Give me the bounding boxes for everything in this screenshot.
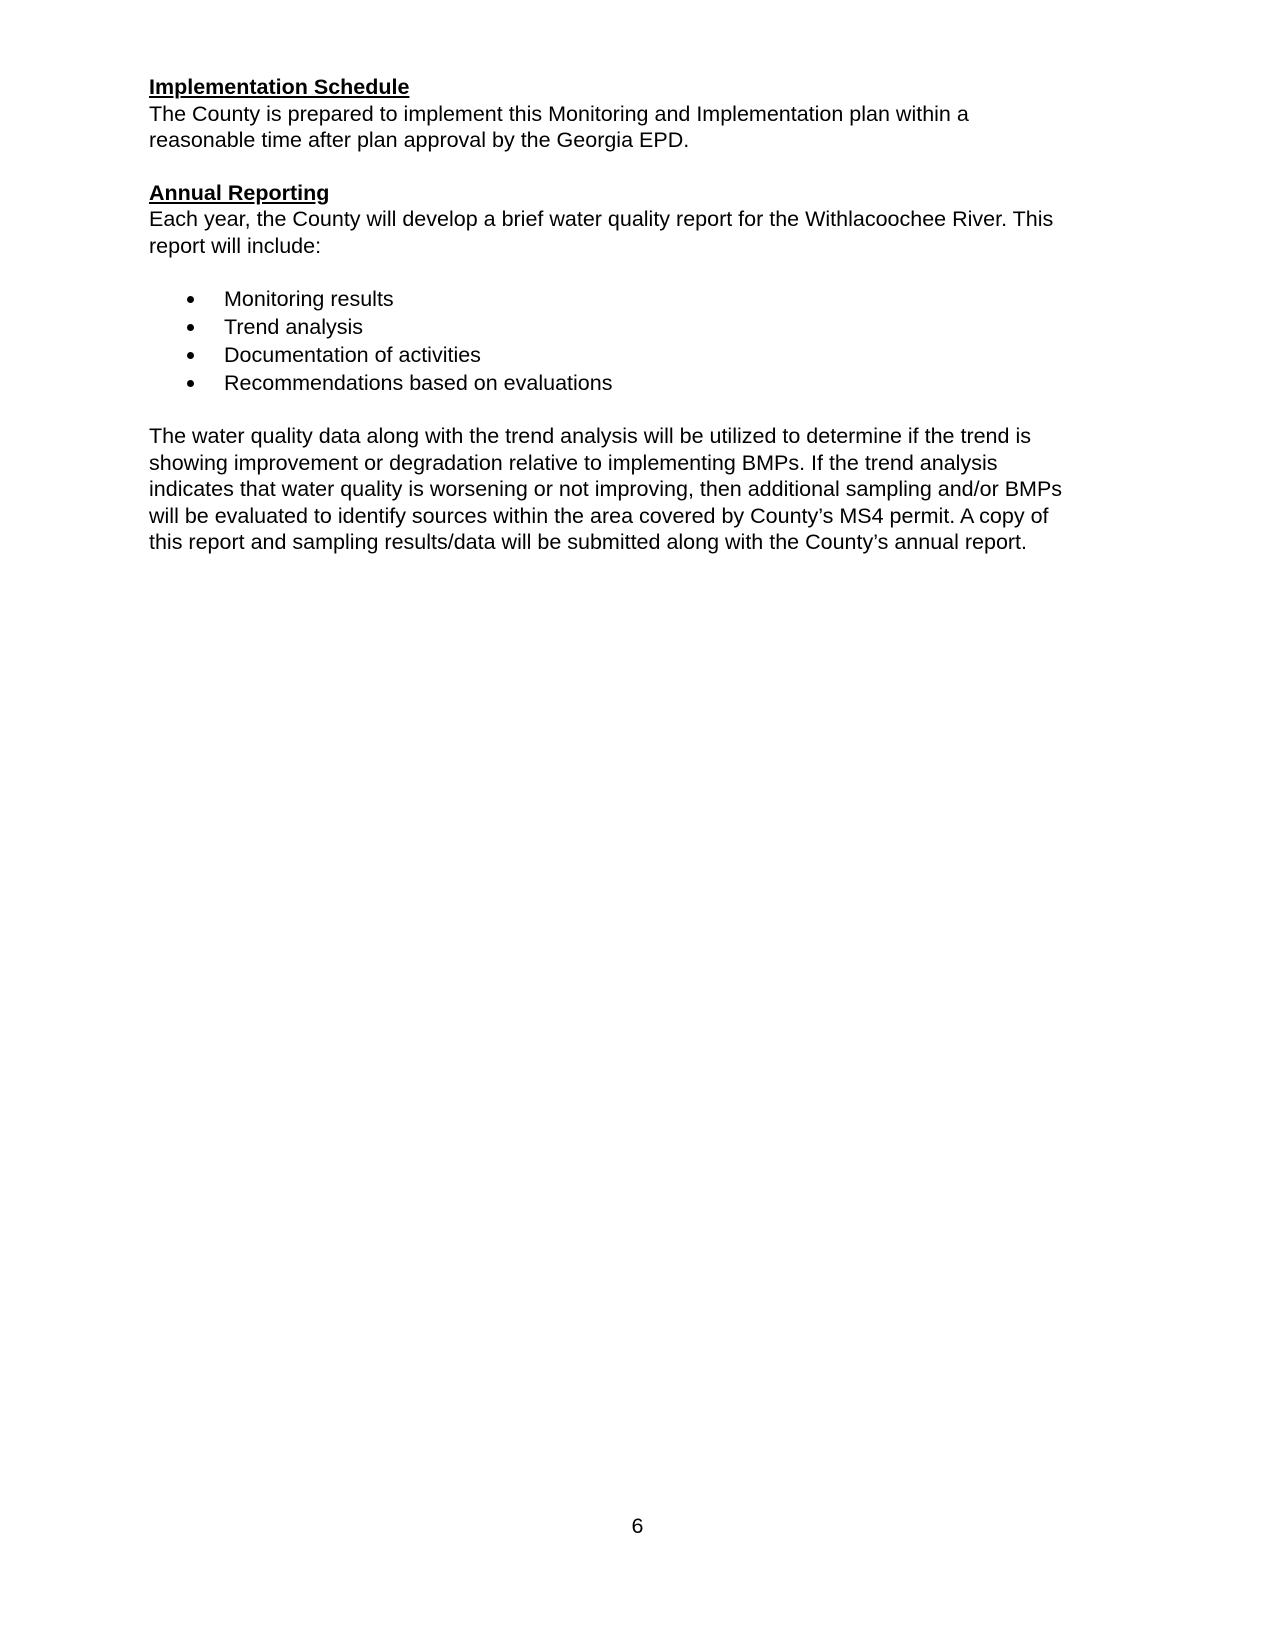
body-line: The County is prepared to implement this Monitoring and Implementation plan within a (149, 101, 969, 126)
body-line: reasonable time after plan approval by the Georgia EPD. (149, 128, 690, 152)
report-contents-list (149, 285, 1139, 397)
list-item (149, 341, 1139, 369)
list-item-text: Documentation of activities (224, 343, 481, 367)
body-line: will be evaluated to identify sources within the area covered by County’s MS4 permit. A copy of (149, 503, 1049, 528)
body-line: indicates that water quality is worsening or not improving, then additional sampling and/or BMPs (149, 477, 1063, 501)
list-item-text: Monitoring results (224, 287, 394, 311)
list-item-text: Trend analysis (224, 315, 364, 339)
body-line: showing improvement or degradation relative to implementing BMPs. If the trend analysis (149, 450, 998, 475)
spacer (149, 154, 1139, 180)
list-item (149, 313, 1139, 341)
section-heading: Annual Reporting (149, 180, 330, 205)
list-item (149, 285, 1139, 313)
section-annual-reporting (149, 180, 1139, 260)
list-item (149, 369, 1139, 397)
spacer (149, 259, 1139, 285)
bullet-icon (187, 296, 194, 303)
spacer (149, 397, 1139, 423)
body-line: Each year, the County will develop a brief water quality report for the Withlacoochee River. This (149, 207, 1054, 231)
page-content (149, 74, 1139, 556)
bullet-icon (187, 324, 194, 331)
body-line: report will include: (149, 233, 322, 258)
list-item-text: Recommendations based on evaluations (224, 371, 613, 395)
section-implementation-schedule (149, 74, 1139, 154)
body-line: The water quality data along with the trend analysis will be utilized to determine if the trend is (149, 424, 1031, 448)
body-line: this report and sampling results/data will be submitted along with the County’s annual report. (149, 530, 1028, 554)
bullet-icon (187, 380, 194, 387)
section-heading: Implementation Schedule (149, 75, 410, 99)
closing-paragraph (149, 423, 1139, 556)
bullet-icon (187, 352, 194, 359)
page-number: 6 (631, 1514, 644, 1538)
